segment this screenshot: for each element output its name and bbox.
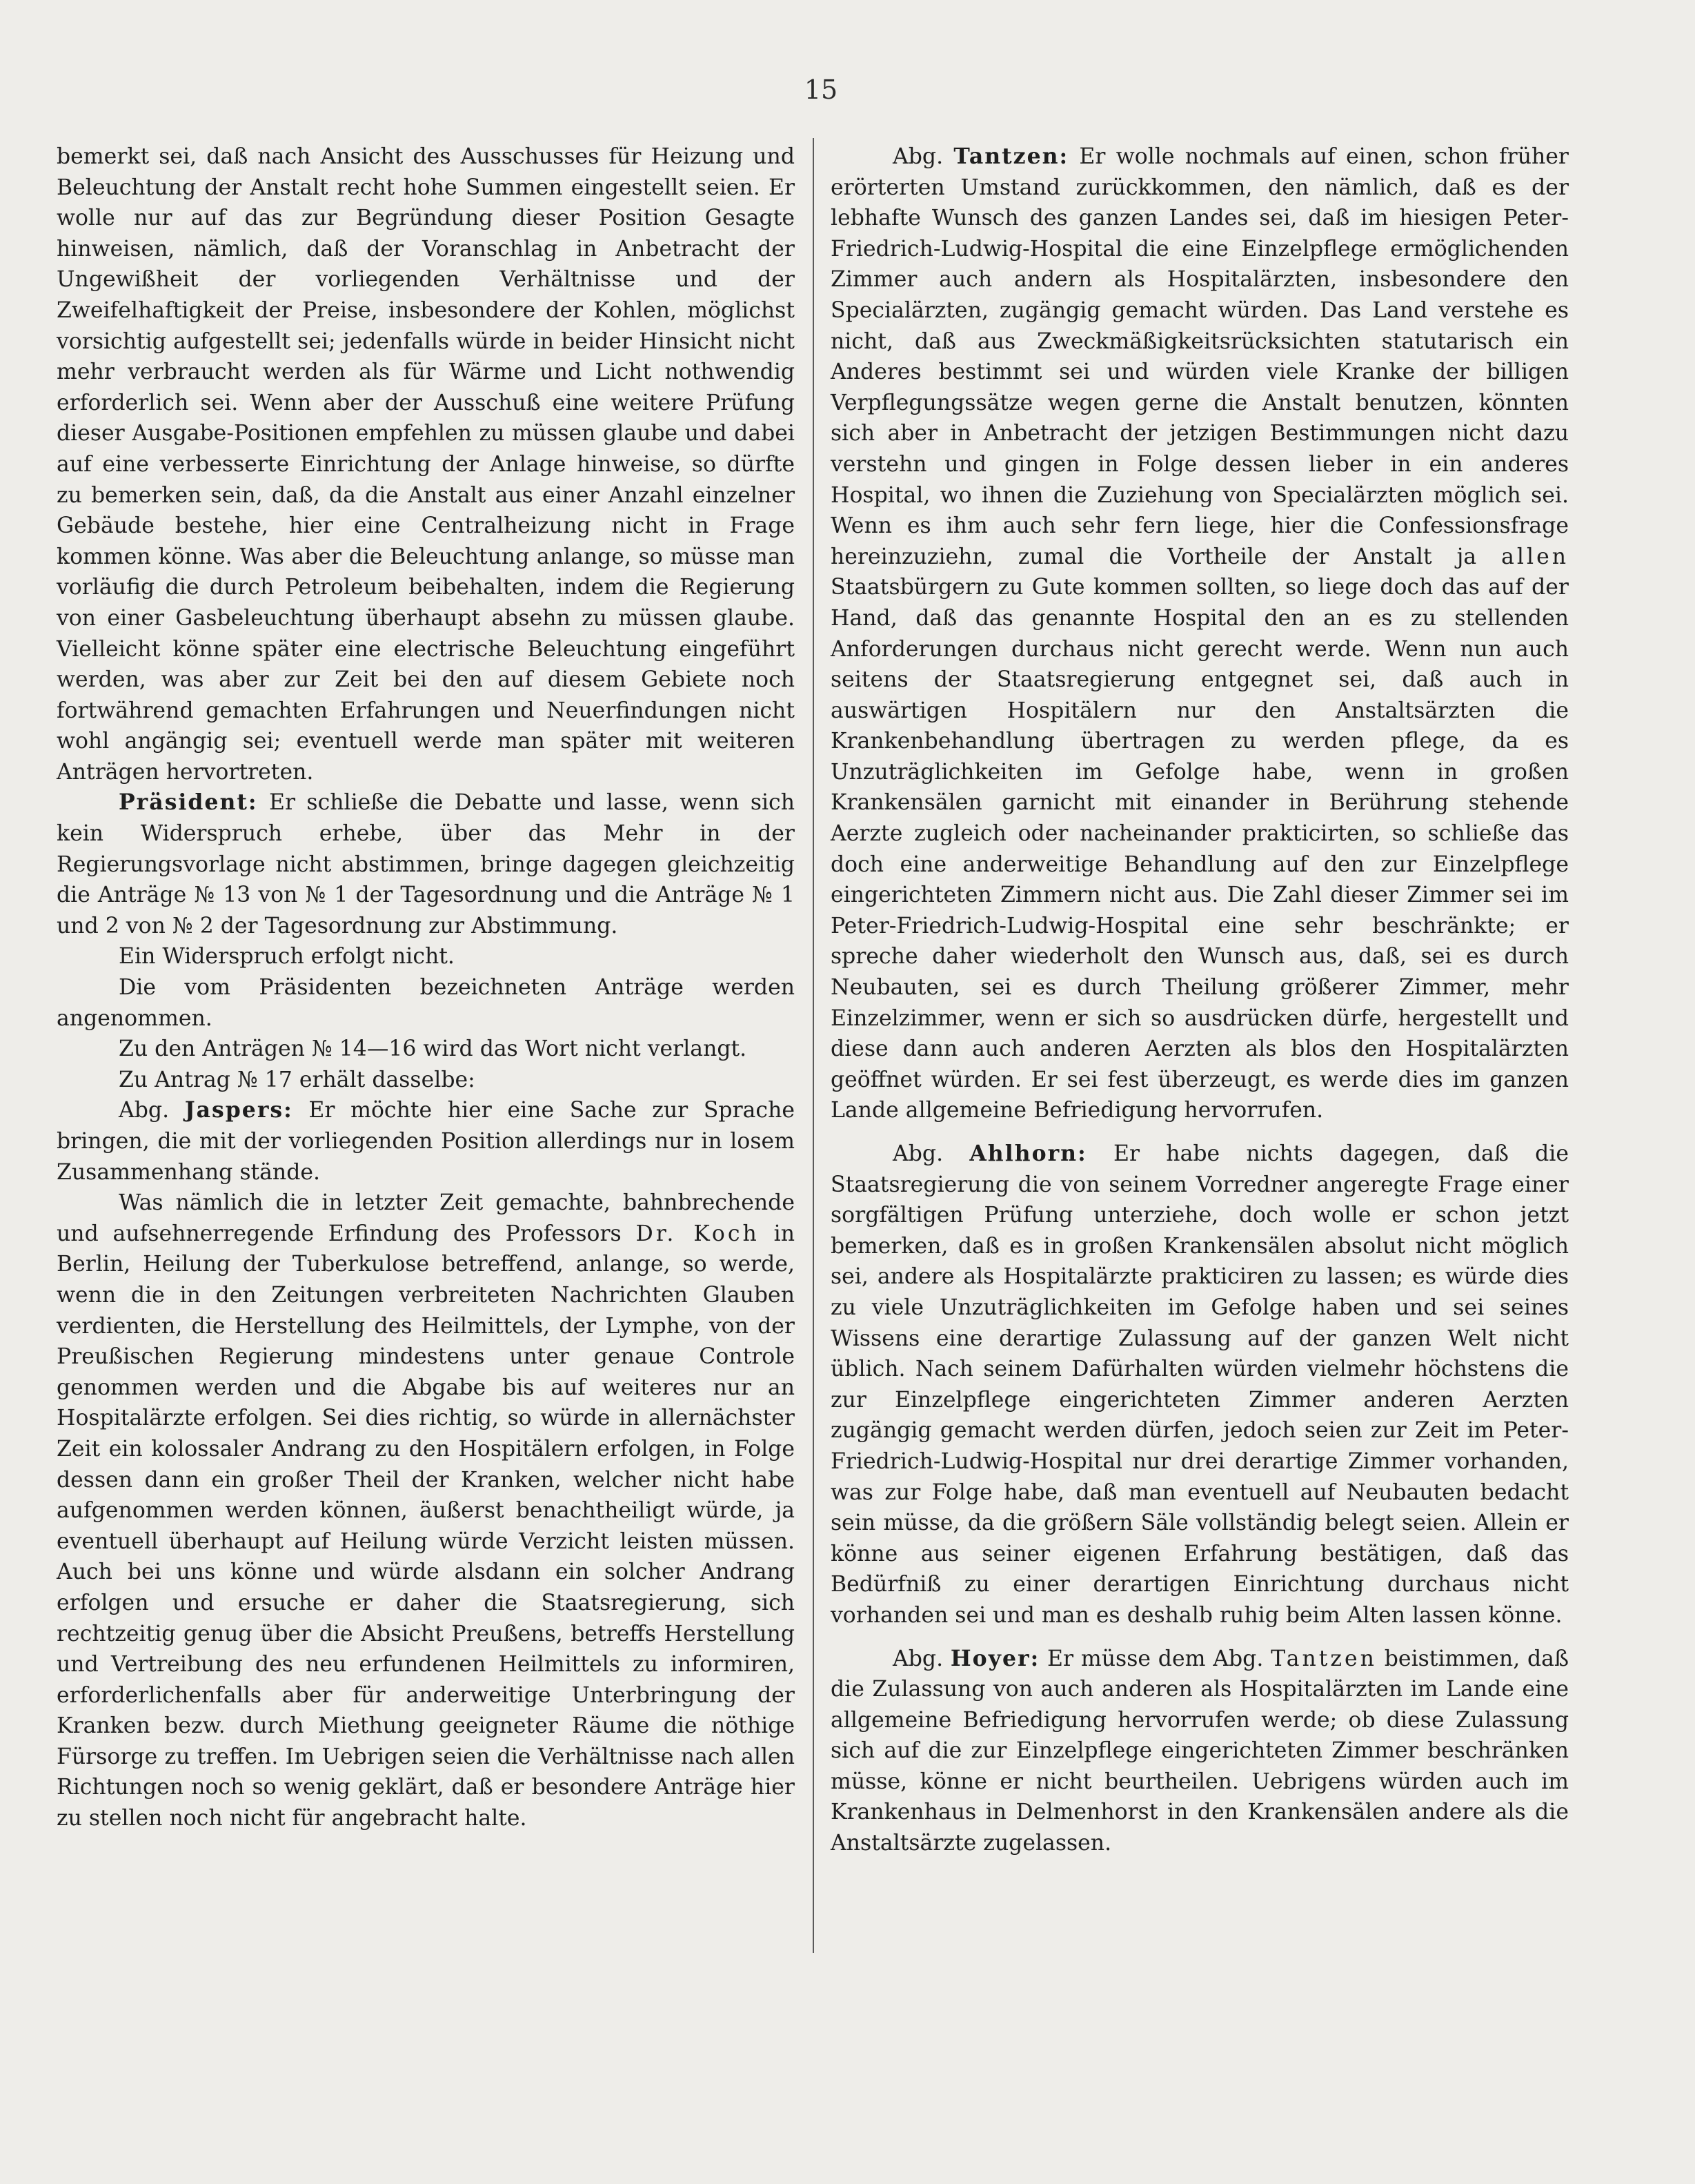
paragraph — [57, 1188, 795, 1833]
paragraph — [57, 141, 795, 787]
person-name: Dr. Koch — [635, 1221, 760, 1246]
paragraph — [57, 972, 795, 1034]
paragraph-text: Er müsse dem Abg. — [1040, 1646, 1271, 1671]
paragraph-text: bemerkt sei, daß nach Ansicht des Ausschusses für Heizung und Beleuchtung der Anstalt recht hohe Summen eingestellt seien. Er wolle nur auf das zur Begründung dieser Position Gesagte hinweisen, nämlich, daß der Voranschlag in Anbetracht der Ungewißheit der vorliegenden Verhältnisse und der Zweifelhaftigkeit der Preise, insbesondere der Kohlen, möglichst vorsichtig aufgestellt sei; jedenfalls würde in beider Hinsicht nicht mehr verbraucht werden als für Wärme und Licht nothwendig erforderlich sei. Wenn aber der Ausschuß eine weitere Prüfung dieser Ausgabe-Positionen empfehlen zu müssen glaube und dabei auf eine verbesserte Einrichtung der Anlage hinweise, so dürfte zu bemerken sein, daß, da die Anstalt aus einer Anzahl einzelner Gebäude bestehe, hier eine Centralheizung nicht in Frage kommen könne. Was aber die Beleuchtung anlange, so müsse man vorläufig die durch Petroleum beibehalten, indem die Regierung von einer Gasbeleuchtung überhaupt absehn zu müssen glaube. Vielleicht könne später eine electrische Beleuchtung eingeführt werden, was aber zur Zeit bei den auf diesem Gebiete noch fortwährend gemachten Erfahrungen und Neuerfindungen nicht wohl angängig sei; eventuell werde man später mit weiteren Anträgen hervortreten. — [57, 144, 795, 785]
paragraph-text: Er wolle nochmals auf einen, schon früher erörterten Umstand zurückkommen, den nämlich, daß es der lebhafte Wunsch des ganzen Landes sei, daß im hiesigen Peter-Friedrich-Ludwig-Hospital die eine Einzelpflege ermöglichenden Zimmer auch andern als Hospitalärzten, insbesondere den Specialärzten, zugängig gemacht würden. Das Land verstehe es nicht, daß aus Zweckmäßigkeitsrücksichten statutarisch ein Anderes bestimmt sei und würden viele Kranke der billigen Verpflegungssätze wegen gerne die Anstalt benutzen, könnten sich aber in Anbetracht der jetzigen Bestimmungen nicht dazu verstehn und gingen in Folge dessen lieber in ein anderes Hospital, wo ihnen die Zuziehung von Specialärzten möglich sei. Wenn es ihm auch sehr fern liege, hier die Confessionsfrage hereinzuziehn, zumal die Vortheile der Anstalt ja — [831, 144, 1569, 569]
paragraph-text: Ein Widerspruch erfolgt nicht. — [119, 944, 455, 970]
speaker-name: Tantzen: — [953, 144, 1069, 169]
paragraph — [57, 1034, 795, 1065]
left-column — [57, 141, 795, 1834]
paragraph-text: Er möchte hier eine Sache zur Sprache bringen, die mit der vorliegenden Position allerdings nur in losem Zusammenhang stände. — [57, 1098, 795, 1185]
paragraph-text: Abg. — [893, 1141, 970, 1166]
speaker-name: Präsident: — [119, 789, 258, 816]
paragraph-text: in Berlin, Heilung der Tuberkulose betreffend, anlange, so werde, wenn die in den Zeitungen verbreiteten Nachrichten Glauben verdienten, die Herstellung des Heilmittels, der Lymphe, von der Preußischen Regierung mindestens unter genaue Controle genommen werden und die Abgabe bis auf weiteres nur an Hospitalärzte erfolgen. Sei dies richtig, so würde in allernächster Zeit ein kolossaler Andrang zu den Hospitälern erfolgen, in Folge dessen dann ein großer Theil der Kranken, welcher nicht habe aufgenommen werden können, äußerst benachtheiligt würde, ja eventuell überhaupt auf Heilung würde Verzicht leisten müssen. Auch bei uns könne und würde alsdann ein solcher Andrang erfolgen und ersuche er daher die Staatsregierung, sich rechtzeitig genug über die Absicht Preußens, betreffs Herstellung und Vertreibung des neu erfundenen Heilmittels zu informiren, erforderlichenfalls aber für anderweitige Unterbringung der Kranken bezw. durch Miethung geeigneter Räume die nöthige Fürsorge zu treffen. Im Uebrigen seien die Verhältnisse nach allen Richtungen noch so wenig geklärt, daß er besondere Anträge hier zu stellen noch nicht für angebracht halte. — [57, 1221, 795, 1831]
paragraph-text: Er schließe die Debatte und lasse, wenn sich kein Widerspruch erhebe, über das Mehr in der Regierungsvorlage nicht abstimmen, bringe dagegen gleichzeitig die Anträge № 13 von № 1 der Tagesordnung und die Anträge № 1 und 2 von № 2 der Tagesordnung zur Abstimmung. — [57, 790, 795, 938]
page-number: 15 — [804, 75, 838, 105]
paragraph-text: Was nämlich die in letzter Zeit gemachte, bahnbrechende und aufsehnerregende Erfindung des Professors — [57, 1190, 795, 1246]
person-name: Tantzen — [1271, 1646, 1377, 1671]
paragraph — [57, 1095, 795, 1188]
paragraph — [831, 141, 1569, 1126]
paragraph-text: Zu den Anträgen № 14—16 wird das Wort nicht verlangt. — [119, 1036, 747, 1062]
paragraph — [831, 1139, 1569, 1631]
paragraph — [57, 941, 795, 972]
paragraph-text: Abg. — [893, 144, 954, 169]
paragraph-text: Zu Antrag № 17 erhält dasselbe: — [119, 1067, 475, 1092]
paragraph-text: Staatsbürgern zu Gute kommen sollten, so liege doch das auf der Hand, daß das genannte Hospital den an es zu stellenden Anforderungen durchaus nicht gerecht werde. Wenn nun auch seitens der Staatsregierung entgegnet sei, daß auch in auswärtigen Hospitälern nur den Anstaltsärzten die Krankenbehandlung übertragen zu werden pflege, da es Unzuträglichkeiten im Gefolge habe, wenn in großen Krankensälen garnicht mit einander in Berührung stehende Aerzte zugleich oder nacheinander prakticirten, so schließe das doch eine anderweitige Behandlung auf den zur Einzelpflege eingerichteten Zimmern nicht aus. Die Zahl dieser Zimmer sei im Peter-Friedrich-Ludwig-Hospital eine sehr beschränkte; er spreche daher wiederholt den Wunsch aus, daß, sei es durch Neubauten, sei es durch Theilung größerer Zimmer, mehr Einzelzimmer, wenn er sich so ausdrücken dürfe, hergestellt und diese dann auch anderen Aerzten als blos den Hospitalärzten geöffnet würden. Er sei fest überzeugt, es werde dies im ganzen Lande allgemeine Befriedigung hervorrufen. — [831, 575, 1569, 1123]
paragraph-text: Die vom Präsidenten bezeichneten Anträge werden angenommen. — [57, 975, 795, 1031]
paragraph-text: beistimmen, daß die Zulassung von auch anderen als Hospitalärzten im Lande eine allgemeine Befriedigung hervorrufen werde; ob diese Zulassung sich auf die zur Einzelpflege eingerichteten Zimmer beschränken müsse, könne er nicht beurtheilen. Uebrigens würden auch im Krankenhaus in Delmenhorst in den Krankensälen andere als die Anstaltsärzte zugelassen. — [831, 1646, 1569, 1856]
paragraph-text: Er habe nichts dagegen, daß die Staatsregierung die von seinem Vorredner angeregte Frage einer sorgfältigen Prüfung unterziehe, doch wolle er schon jetzt bemerken, daß es in großen Krankensälen absolut nicht möglich sei, andere als Hospitalärzte prakticiren zu lassen; es würde dies zu viele Unzuträglichkeiten im Gefolge haben und sei seines Wissens eine derartige Zulassung auf der ganzen Welt nicht üblich. Nach seinem Dafürhalten würden vielmehr höchstens die zur Einzelpflege eingerichteten Zimmer anderen Aerzten zugängig gemacht werden dürfen, jedoch seien zur Zeit im Peter-Friedrich-Ludwig-Hospital nur drei derartige Zimmer vorhanden, was zur Folge habe, daß man eventuell auf Neubauten bedacht sein müsse, da die größern Säle vollständig belegt seien. Allein er könne aus seiner eigenen Erfahrung bestätigen, daß das Bedürfniß zu einer derartigen Einrichtung durchaus nicht vorhanden sei und man es deshalb ruhig beim Alten lassen könne. — [831, 1141, 1569, 1628]
emphasized-word: allen — [1501, 544, 1569, 569]
speaker-name: Jaspers: — [184, 1097, 293, 1123]
paragraph — [57, 787, 795, 941]
paragraph — [57, 1065, 795, 1096]
speaker-name: Hoyer: — [950, 1645, 1040, 1671]
paragraph — [831, 1644, 1569, 1859]
paragraph-text: Abg. — [119, 1098, 185, 1123]
column-divider — [813, 138, 814, 1953]
paragraph-text: Abg. — [893, 1646, 951, 1671]
speaker-name: Ahlhorn: — [969, 1141, 1087, 1166]
right-column — [831, 141, 1569, 1859]
